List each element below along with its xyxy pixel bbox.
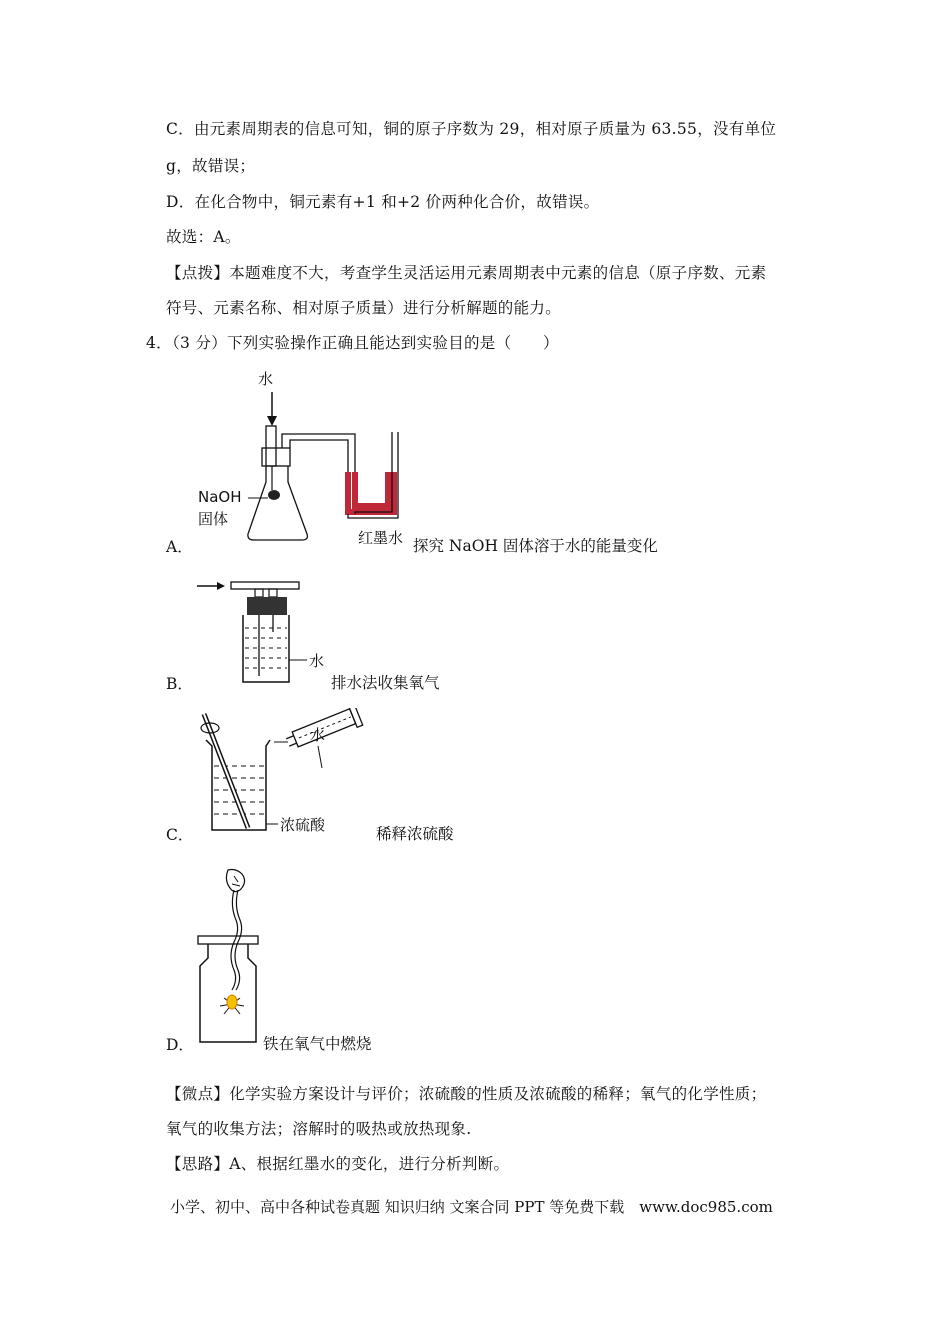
idea-line1: 【思路】A、根据红墨水的变化，进行分析判断。 <box>166 1155 510 1173</box>
points-line1: 【微点】化学实验方案设计与评价；浓硫酸的性质及浓硫酸的稀释；氧气的化学性质； <box>166 1085 767 1103</box>
option-c-figure <box>190 708 375 838</box>
analysis-c-line2: g，故错误； <box>166 157 256 175</box>
question-stem: 4．（3 分）下列实验操作正确且能达到实验目的是（ ） <box>146 334 559 352</box>
option-a-figure <box>190 362 415 552</box>
option-a-caption: 探究 NaOH 固体溶于水的能量变化 <box>413 537 658 555</box>
note-line2: 符号、元素名称、相对原子质量）进行分析解题的能力。 <box>166 299 562 317</box>
option-a-letter: A． <box>166 538 193 556</box>
a-solid-label: 固体 <box>198 510 229 528</box>
option-b-letter: B． <box>166 675 193 693</box>
a-ink-label: 红墨水 <box>358 529 404 547</box>
note-line1: 【点拨】本题难度不大，考查学生灵活运用元素周期表中元素的信息（原子序数、元素 <box>166 264 767 282</box>
analysis-c-line1: C．由元素周期表的信息可知，铜的原子序数为 29，相对原子质量为 63.55，没有单位 <box>166 120 777 138</box>
b-water-label: 水 <box>309 652 325 670</box>
c-acid-label: 浓硫酸 <box>280 816 326 834</box>
option-d-letter: D． <box>166 1036 194 1054</box>
option-c-caption: 稀释浓硫酸 <box>376 825 454 843</box>
c-water-label: 水 <box>310 726 326 744</box>
analysis-d-line: D．在化合物中，铜元素有+1 和+2 价两种化合价，故错误。 <box>166 193 600 211</box>
option-b-caption: 排水法收集氧气 <box>331 674 440 692</box>
option-d-figure <box>190 866 270 1050</box>
a-water-label: 水 <box>258 370 274 388</box>
analysis-answer: 故选：A。 <box>166 228 241 246</box>
option-c-letter: C． <box>166 826 194 844</box>
a-naoh-label: NaOH <box>198 488 242 506</box>
option-d-caption: 铁在氧气中燃烧 <box>263 1035 372 1053</box>
points-line2: 氧气的收集方法；溶解时的吸热或放热现象. <box>166 1120 472 1138</box>
option-b-figure <box>195 572 335 692</box>
footer-text: 小学、初中、高中各种试卷真题 知识归纳 文案合同 PPT 等免费下载 www.doc985.com <box>170 1198 773 1216</box>
